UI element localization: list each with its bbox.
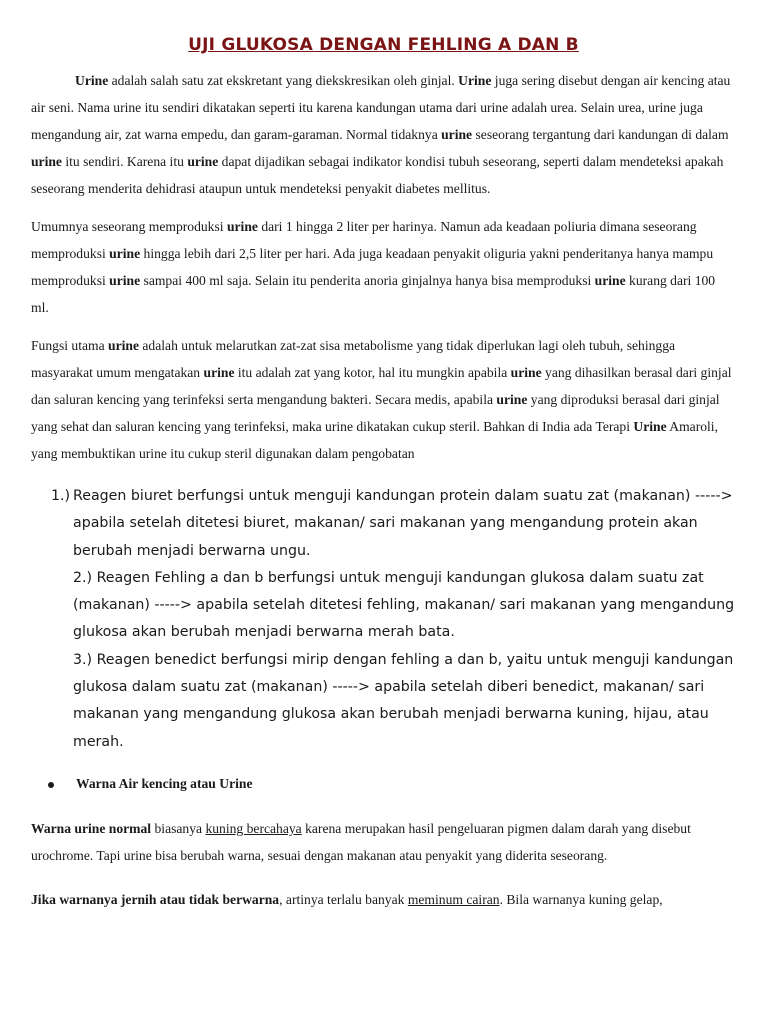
hyperlink-meminum-cairan[interactable]: meminum cairan [407, 891, 500, 907]
bold-term: urine [496, 392, 528, 407]
text-run: adalah untuk melarutkan zat-zat sisa metabolisme yang tidak diperlukan lagi oleh tubuh, sehingga masyarakat umum mengatakan [31, 338, 676, 380]
bullet-heading [31, 770, 736, 797]
text-run: karena merupakan hasil pengeluaran pigmen dalam darah yang disebut urochrome. Tapi urine bisa berubah warna, sesuai dengan makanan atau penyakit yang diderita seseorang. [31, 820, 691, 863]
bold-term: urine [441, 127, 473, 142]
bold-term: Warna urine normal [31, 820, 152, 836]
bold-term: urine [108, 338, 139, 353]
bold-term: Urine [75, 73, 109, 88]
bold-term: urine [226, 219, 258, 234]
bold-term: urine [594, 273, 626, 288]
text-run: Amaroli, yang membuktikan urine itu cukup steril digunakan dalam pengobatan [31, 419, 718, 461]
bullet-icon [48, 782, 54, 788]
text-run: Umumnya seseorang memproduksi [31, 219, 227, 234]
hyperlink-kuning-bercahaya[interactable]: kuning bercahaya [205, 820, 302, 836]
text-run: , artinya terlalu banyak [279, 891, 408, 907]
bullet-heading-text: Warna Air kencing atau Urine [76, 775, 253, 791]
text-run: biasanya [151, 820, 206, 836]
bold-term: urine [203, 365, 235, 380]
bold-term: Urine [633, 419, 667, 434]
bold-term: Jika warnanya jernih atau tidak berwarna [31, 891, 280, 907]
text-run: juga sering disebut dengan air kencing atau air seni. Nama urine itu sendiri dikatakan seperti itu karena kandungan utama dari urine adalah urea. Selain urea, urine juga mengandung air, zat warna empedu, dan garam-garaman. Normal tidaknya [31, 73, 731, 142]
list-item-fehling: 2.) Reagen Fehling a dan b berfungsi untuk menguji kandungan glukosa dalam suatu zat (makanan) -----> apabila setelah ditetesi fehling, makanan/ sari makanan yang mengandung glukosa akan berubah menjadi berwarna merah bata. [73, 569, 735, 641]
paragraph-urine-production [31, 213, 736, 321]
text-run: . Bila warnanya kuning gelap, [499, 891, 663, 907]
list-item-benedict: 3.) Reagen benedict berfungsi mirip dengan fehling a dan b, yaitu untuk menguji kandungan glukosa dalam suatu zat (makanan) -----> apabila setelah diberi benedict, makanan/ sari makanan yang mengandung glukosa akan berubah menjadi berwarna kuning, hijau, atau merah. [73, 651, 734, 750]
text-run: Fungsi utama [31, 338, 109, 353]
paragraph-clear-color [31, 886, 736, 913]
list-number: 1.) [51, 488, 71, 504]
text-run: dapat dijadikan sebagai indikator kondisi tubuh seseorang, seperti dalam mendeteksi apakah seseorang menderita dehidrasi ataupun untuk mendeteksi penyakit diabetes mellitus. [31, 154, 724, 196]
text-run: adalah salah satu zat ekskretant yang diekskresikan oleh ginjal. [108, 73, 459, 88]
bold-term: Urine [458, 73, 492, 88]
bold-term: urine [31, 154, 62, 169]
list-item-biuret: Reagen biuret berfungsi untuk menguji kandungan protein dalam suatu zat (makanan) -----> apabila setelah ditetesi biuret, makanan/ sari makanan yang mengandung protein akan berubah menjadi berwarna ungu. [73, 488, 733, 559]
text-run: sampai 400 ml saja. Selain itu penderita anoria ginjalnya hanya bisa memproduksi [140, 273, 595, 288]
text-run: hingga lebih dari 2,5 liter per hari. Ada juga keadaan penyakit oliguria yakni penderitanya hanya mampu memproduksi [31, 246, 714, 288]
bold-term: urine [109, 246, 141, 261]
text-run: itu adalah zat yang kotor, hal itu mungkin apabila [234, 365, 511, 380]
bold-term: urine [187, 154, 219, 169]
document-title: UJI GLUKOSA DENGAN FEHLING A DAN B [188, 35, 579, 55]
text-run: yang dihasilkan berasal dari ginjal dan saluran kencing yang terinfeksi serta mengandung bakteri. Secara medis, apabila [31, 365, 732, 407]
paragraph-urine-definition [31, 67, 736, 202]
text-run: yang diproduksi berasal dari ginjal yang sehat dan saluran kencing yang terinfeksi, maka urine dikatakan cukup steril. Bahkan di India ada Terapi [31, 392, 720, 434]
reagent-list [31, 483, 736, 756]
text-run: itu sendiri. Karena itu [61, 154, 188, 169]
text-run: seseorang tergantung dari kandungan di dalam [472, 127, 729, 142]
text-run: kurang dari 100 ml. [31, 273, 716, 315]
text-run: dari 1 hingga 2 liter per harinya. Namun ada keadaan poliuria dimana seseorang memproduksi [31, 219, 697, 261]
bold-term: urine [109, 273, 141, 288]
paragraph-urine-function [31, 332, 736, 467]
paragraph-normal-color [31, 815, 736, 869]
bold-term: urine [510, 365, 542, 380]
